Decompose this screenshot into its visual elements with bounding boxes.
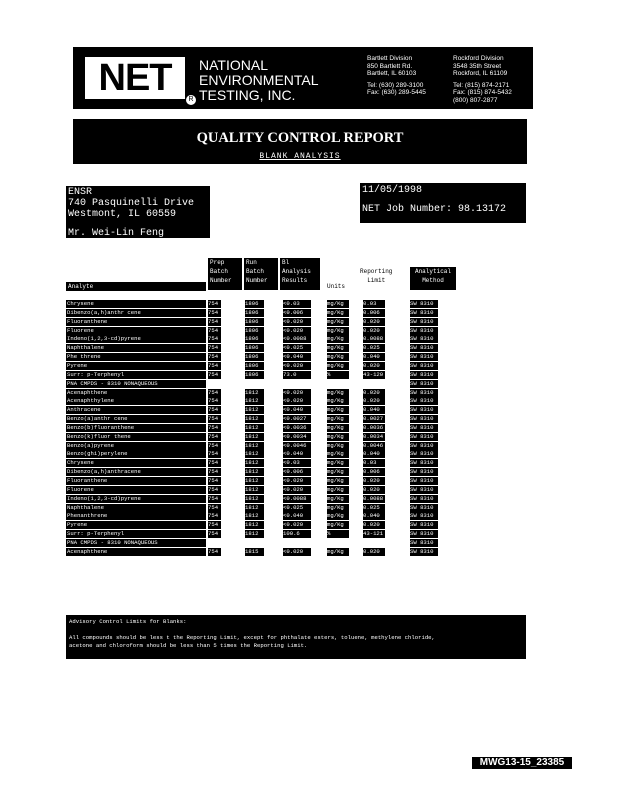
cell-method: SW 8310 [410, 495, 438, 503]
address-line: Fax: (815) 874-5432 [453, 89, 512, 96]
cell-method: SW 8310 [410, 389, 438, 397]
cell-reporting-limit: 0.020 [363, 362, 385, 370]
cell-prep-batch: 754 [208, 512, 221, 520]
cell-result: <0.040 [283, 406, 311, 414]
cell-prep-batch: 754 [208, 442, 221, 450]
column-header-bl-results [280, 258, 320, 290]
address-line: Bartlett, IL 60103 [367, 70, 417, 77]
cell-reporting-limit: 0.020 [363, 548, 385, 556]
cell-analyte: Benzo(k)fluor thene [66, 433, 206, 441]
cell-run-batch: 1806 [245, 300, 264, 308]
cell-reporting-limit: 0.03 [363, 459, 385, 467]
report-info-block [360, 183, 526, 223]
cell-run-batch: 1812 [245, 433, 264, 441]
cell-analyte: Indeno(1,2,3-cd)pyrene [66, 495, 206, 503]
cell-units: mg/Kg [327, 495, 349, 503]
cell-run-batch: 1806 [245, 309, 264, 317]
cell-result: <0.0036 [283, 424, 311, 432]
cell-analyte: Fluorene [66, 327, 206, 335]
cell-run-batch: 1812 [245, 459, 264, 467]
cell-run-batch: 1812 [245, 415, 264, 423]
cell-run-batch: 1806 [245, 344, 264, 352]
cell-units: mg/Kg [327, 512, 349, 520]
cell-prep-batch: 754 [208, 335, 221, 343]
cell-prep-batch: 754 [208, 495, 221, 503]
client-address-line: 740 Pasquinelli Drive [68, 198, 195, 209]
header-line: Bl [282, 259, 290, 266]
cell-method: SW 8310 [410, 477, 438, 485]
header-line: Batch [210, 268, 229, 275]
cell-method: SW 8310 [410, 344, 438, 352]
cell-run-batch: 1812 [245, 486, 264, 494]
cell-analyte: Phenanthrene [66, 512, 206, 520]
client-address-line: Westmont, IL 60559 [68, 209, 177, 220]
cell-analyte: Indeno(1,2,3-cd)pyrene [66, 335, 206, 343]
column-header-run-batch [244, 258, 278, 290]
cell-reporting-limit: 0.020 [363, 521, 385, 529]
header-line: Reporting [360, 268, 393, 275]
cell-units: mg/Kg [327, 433, 349, 441]
cell-method: SW 8310 [410, 327, 438, 335]
cell-run-batch: 1812 [245, 477, 264, 485]
cell-result: 73.0 [283, 371, 311, 379]
cell-prep-batch: 754 [208, 371, 221, 379]
cell-method: SW 8310 [410, 521, 438, 529]
report-date: 11/05/1998 [362, 185, 423, 196]
cell-run-batch: 1812 [245, 468, 264, 476]
cell-prep-batch: 754 [208, 309, 221, 317]
cell-result: <0.03 [283, 300, 311, 308]
cell-units: mg/Kg [327, 300, 349, 308]
cell-method: SW 8310 [410, 459, 438, 467]
cell-prep-batch: 754 [208, 406, 221, 414]
cell-units: mg/Kg [327, 406, 349, 414]
company-line: NATIONAL [199, 57, 268, 73]
column-header-prep-batch [208, 258, 242, 290]
cell-analyte: Acenaphthene [66, 548, 206, 556]
cell-units: mg/Kg [327, 397, 349, 405]
cell-prep-batch: 754 [208, 397, 221, 405]
bartlett-division-address [367, 55, 426, 97]
cell-reporting-limit: 0.0088 [363, 335, 384, 343]
letterhead [73, 47, 533, 109]
cell-result: <0.006 [283, 309, 311, 317]
cell-reporting-limit: 0.0027 [363, 415, 384, 423]
cell-units: mg/Kg [327, 353, 349, 361]
cell-units: mg/Kg [327, 477, 349, 485]
cell-result: <0.0027 [283, 415, 311, 423]
cell-reporting-limit: 43-121 [363, 530, 384, 538]
cell-units: % [327, 371, 349, 379]
cell-run-batch: 1815 [245, 548, 264, 556]
cell-run-batch: 1812 [245, 512, 264, 520]
advisory-text: acetone and chloroform should be less than 5 times the Reporting Limit. [69, 642, 308, 649]
address-line: Rockford Division [453, 55, 504, 62]
company-name [199, 58, 319, 103]
cell-method: SW 8310 [410, 433, 438, 441]
cell-units: mg/Kg [327, 424, 349, 432]
cell-method: SW 8310 [410, 353, 438, 361]
cell-run-batch: 1812 [245, 521, 264, 529]
company-line: ENVIRONMENTAL [199, 72, 319, 88]
column-header-reporting-limit [360, 267, 392, 285]
cell-method: SW 8310 [410, 468, 438, 476]
advisory-heading: Advisory Control Limits for Blanks: [69, 618, 187, 625]
cell-result: <0.040 [283, 512, 311, 520]
header-line: Number [246, 277, 268, 284]
cell-run-batch: 1806 [245, 335, 264, 343]
cell-analyte: Dibenzo(a,h)anthr cene [66, 309, 206, 317]
cell-run-batch: 1812 [245, 389, 264, 397]
header-line: Prep [210, 259, 225, 266]
cell-method: SW 8310 [410, 504, 438, 512]
cell-analyte: Benzo(a)pyrene [66, 442, 206, 450]
address-line: Fax: (630) 289-5445 [367, 89, 426, 96]
cell-method: SW 8310 [410, 397, 438, 405]
report-title: QUALITY CONTROL REPORT [196, 130, 404, 146]
client-address-block [66, 186, 210, 238]
cell-run-batch: 1806 [245, 371, 264, 379]
cell-result: <0.040 [283, 450, 311, 458]
cell-run-batch: 1812 [245, 530, 264, 538]
header-line: Batch [246, 268, 265, 275]
cell-result: <0.020 [283, 362, 311, 370]
cell-result: <0.006 [283, 468, 311, 476]
cell-analyte: Pyrene [66, 362, 206, 370]
header-line: Limit [367, 277, 386, 284]
cell-prep-batch: 754 [208, 415, 221, 423]
cell-reporting-limit: 0.0046 [363, 441, 384, 449]
cell-run-batch: 1806 [245, 327, 264, 335]
cell-reporting-limit: 0.025 [363, 504, 385, 512]
advisory-notes [66, 615, 526, 659]
cell-prep-batch: 754 [208, 459, 221, 467]
cell-method: SW 8310 [410, 424, 438, 432]
cell-method: SW 8310 [410, 539, 438, 547]
cell-analyte: Fluoranthene [66, 318, 206, 326]
cell-units: mg/Kg [327, 468, 349, 476]
title-band [73, 119, 527, 164]
cell-reporting-limit: 0.0034 [363, 432, 384, 440]
address-line: Tel: (815) 874-2171 [453, 81, 510, 89]
cell-units: mg/Kg [327, 389, 349, 397]
cell-reporting-limit: 0.040 [363, 450, 385, 458]
cell-prep-batch: 754 [208, 362, 221, 370]
cell-units: mg/Kg [327, 521, 349, 529]
cell-run-batch: 1812 [245, 450, 264, 458]
cell-reporting-limit: 0.020 [363, 486, 385, 494]
cell-analyte: Phe threne [66, 353, 206, 361]
cell-result: <0.03 [283, 459, 311, 467]
cell-units: mg/Kg [327, 548, 349, 556]
cell-reporting-limit: 0.006 [363, 468, 385, 476]
cell-prep-batch: 754 [208, 353, 221, 361]
cell-result: <0.020 [283, 548, 311, 556]
cell-analyte: Fluoranthene [66, 477, 206, 485]
cell-method: SW 8310 [410, 380, 438, 388]
cell-units: mg/Kg [327, 362, 349, 370]
cell-analyte: Chrysene [66, 459, 206, 467]
cell-units: mg/Kg [327, 327, 349, 335]
cell-analyte: Pyrene [66, 521, 206, 529]
company-line: TESTING, INC. [199, 87, 296, 103]
cell-analyte: Anthracene [66, 406, 206, 414]
cell-reporting-limit: 0.0036 [363, 423, 384, 431]
address-line: 3548 35th Street [453, 62, 502, 70]
cell-run-batch: 1806 [245, 362, 264, 370]
cell-prep-batch: 754 [208, 318, 221, 326]
cell-prep-batch: 754 [208, 327, 221, 335]
cell-prep-batch: 754 [208, 433, 221, 441]
cell-method: SW 8310 [410, 486, 438, 494]
cell-reporting-limit: 0.040 [363, 353, 385, 361]
cell-units: % [327, 530, 349, 538]
cell-prep-batch: 754 [208, 504, 221, 512]
cell-units: mg/Kg [327, 318, 349, 326]
cell-method: SW 8310 [410, 362, 438, 370]
cell-method: SW 8310 [410, 371, 438, 379]
cell-units: mg/Kg [327, 335, 349, 343]
cell-prep-batch: 754 [208, 300, 221, 308]
cell-units: mg/Kg [327, 344, 349, 352]
column-header-method [410, 267, 456, 290]
cell-analyte: Naphthalene [66, 344, 206, 352]
cell-prep-batch: 754 [208, 486, 221, 494]
cell-prep-batch: 754 [208, 450, 221, 458]
address-line: Tel: (630) 289-3100 [367, 81, 424, 89]
cell-analyte: Benzo(ghi)perylene [66, 450, 206, 458]
cell-method: SW 8310 [410, 318, 438, 326]
cell-prep-batch: 754 [208, 530, 221, 538]
cell-analyte: Benzo(b)fluoranthene [66, 424, 206, 432]
address-line: Bartlett Division [367, 55, 413, 62]
cell-method: SW 8310 [410, 548, 438, 556]
cell-result: <0.025 [283, 344, 311, 352]
cell-analyte: PNA CMPDS - 8310 NONAQUEOUS [66, 539, 206, 547]
advisory-text: All compounds should be less t the Reporting Limit, except for phthalate esters, toluene, methylene chloride, [69, 634, 435, 641]
cell-result: <0.040 [283, 353, 311, 361]
cell-analyte: Surr: p-Terphenyl [66, 371, 206, 379]
cell-units: mg/Kg [327, 309, 349, 317]
cell-units: mg/Kg [327, 415, 349, 423]
cell-reporting-limit: 0.020 [363, 327, 385, 335]
cell-analyte: Acenaphthylene [66, 397, 206, 405]
cell-reporting-limit: 0.040 [363, 406, 385, 414]
cell-result: 100.6 [283, 530, 311, 538]
cell-result: <0.020 [283, 389, 311, 397]
client-name: ENSR [68, 187, 93, 198]
cell-reporting-limit: 43-120 [363, 370, 384, 378]
cell-run-batch: 1812 [245, 504, 264, 512]
cell-units: mg/Kg [327, 459, 349, 467]
cell-prep-batch: 754 [208, 389, 221, 397]
cell-method: SW 8310 [410, 309, 438, 317]
cell-method: SW 8310 [410, 512, 438, 520]
cell-reporting-limit: 0.020 [363, 389, 385, 397]
net-logo: NET [83, 55, 187, 101]
cell-reporting-limit: 0.020 [363, 318, 385, 326]
cell-result: <0.020 [283, 327, 311, 335]
cell-method: SW 8310 [410, 415, 438, 423]
cell-method: SW 8310 [410, 530, 438, 538]
cell-units: mg/Kg [327, 486, 349, 494]
cell-run-batch: 1812 [245, 406, 264, 414]
column-header-units: Units [327, 283, 346, 290]
cell-result: <0.020 [283, 477, 311, 485]
cell-reporting-limit: 0.040 [363, 512, 385, 520]
cell-run-batch: 1812 [245, 442, 264, 450]
cell-method: SW 8310 [410, 335, 438, 343]
cell-prep-batch: 754 [208, 344, 221, 352]
cell-analyte: PNA CMPDS - 8310 NONAQUEOUS [66, 380, 206, 388]
cell-run-batch: 1812 [245, 397, 264, 405]
cell-result: <0.020 [283, 521, 311, 529]
cell-result: <0.0088 [283, 495, 311, 503]
cell-reporting-limit: 0.0088 [363, 494, 384, 502]
cell-run-batch: 1812 [245, 495, 264, 503]
registered-mark-icon: R [186, 95, 196, 105]
cell-units: mg/Kg [327, 442, 349, 450]
cell-analyte: Benzo(a)anthr cene [66, 415, 206, 423]
header-line: Run [246, 259, 257, 266]
cell-units: mg/Kg [327, 450, 349, 458]
cell-analyte: Acenaphthene [66, 389, 206, 397]
cell-prep-batch: 754 [208, 424, 221, 432]
cell-analyte: Naphthalene [66, 504, 206, 512]
cell-analyte: Dibenzo(a,h)anthracene [66, 468, 206, 476]
cell-prep-batch: 754 [208, 521, 221, 529]
report-subtitle: BLANK ANALYSIS [259, 152, 341, 161]
column-header-analyte: Analyte [66, 282, 206, 291]
client-attention: Mr. Wei-Lin Feng [68, 228, 165, 239]
address-line: 850 Bartlett Rd. [367, 62, 413, 70]
job-number: NET Job Number: 98.13172 [362, 204, 507, 215]
header-line: Method [422, 277, 444, 284]
header-line: Analysis [282, 268, 311, 275]
cell-prep-batch: 754 [208, 477, 221, 485]
address-line: Rockford, IL 61109 [453, 70, 508, 77]
cell-result: <0.020 [283, 318, 311, 326]
cell-analyte: Chrysene [66, 300, 206, 308]
cell-run-batch: 1812 [245, 424, 264, 432]
cell-result: <0.0088 [283, 335, 311, 343]
header-line: Results [282, 277, 308, 284]
cell-result: <0.0046 [283, 442, 311, 450]
cell-method: SW 8310 [410, 450, 438, 458]
cell-result: <0.020 [283, 486, 311, 494]
cell-method: SW 8310 [410, 300, 438, 308]
cell-prep-batch: 754 [208, 468, 221, 476]
cell-result: <0.020 [283, 397, 311, 405]
address-line: (800) 807-2877 [453, 96, 498, 104]
cell-run-batch: 1806 [245, 353, 264, 361]
cell-method: SW 8310 [410, 442, 438, 450]
cell-method: SW 8310 [410, 406, 438, 414]
cell-run-batch: 1806 [245, 318, 264, 326]
cell-analyte: Fluorene [66, 486, 206, 494]
header-line: Analytical [414, 268, 451, 275]
cell-prep-batch: 754 [208, 548, 221, 556]
cell-reporting-limit: 0.03 [363, 300, 385, 308]
cell-units: mg/Kg [327, 504, 349, 512]
cell-result: <0.0034 [283, 433, 311, 441]
cell-reporting-limit: 0.020 [363, 397, 385, 405]
cell-reporting-limit: 0.006 [363, 309, 385, 317]
cell-result: <0.025 [283, 504, 311, 512]
header-line: Number [210, 277, 232, 284]
cell-analyte: Surr: p-Terphenyl [66, 530, 206, 538]
rockford-division-address [453, 55, 512, 104]
cell-reporting-limit: 0.025 [363, 344, 385, 352]
document-id: MWG13-15_23385 [472, 757, 572, 769]
cell-reporting-limit: 0.020 [363, 477, 385, 485]
